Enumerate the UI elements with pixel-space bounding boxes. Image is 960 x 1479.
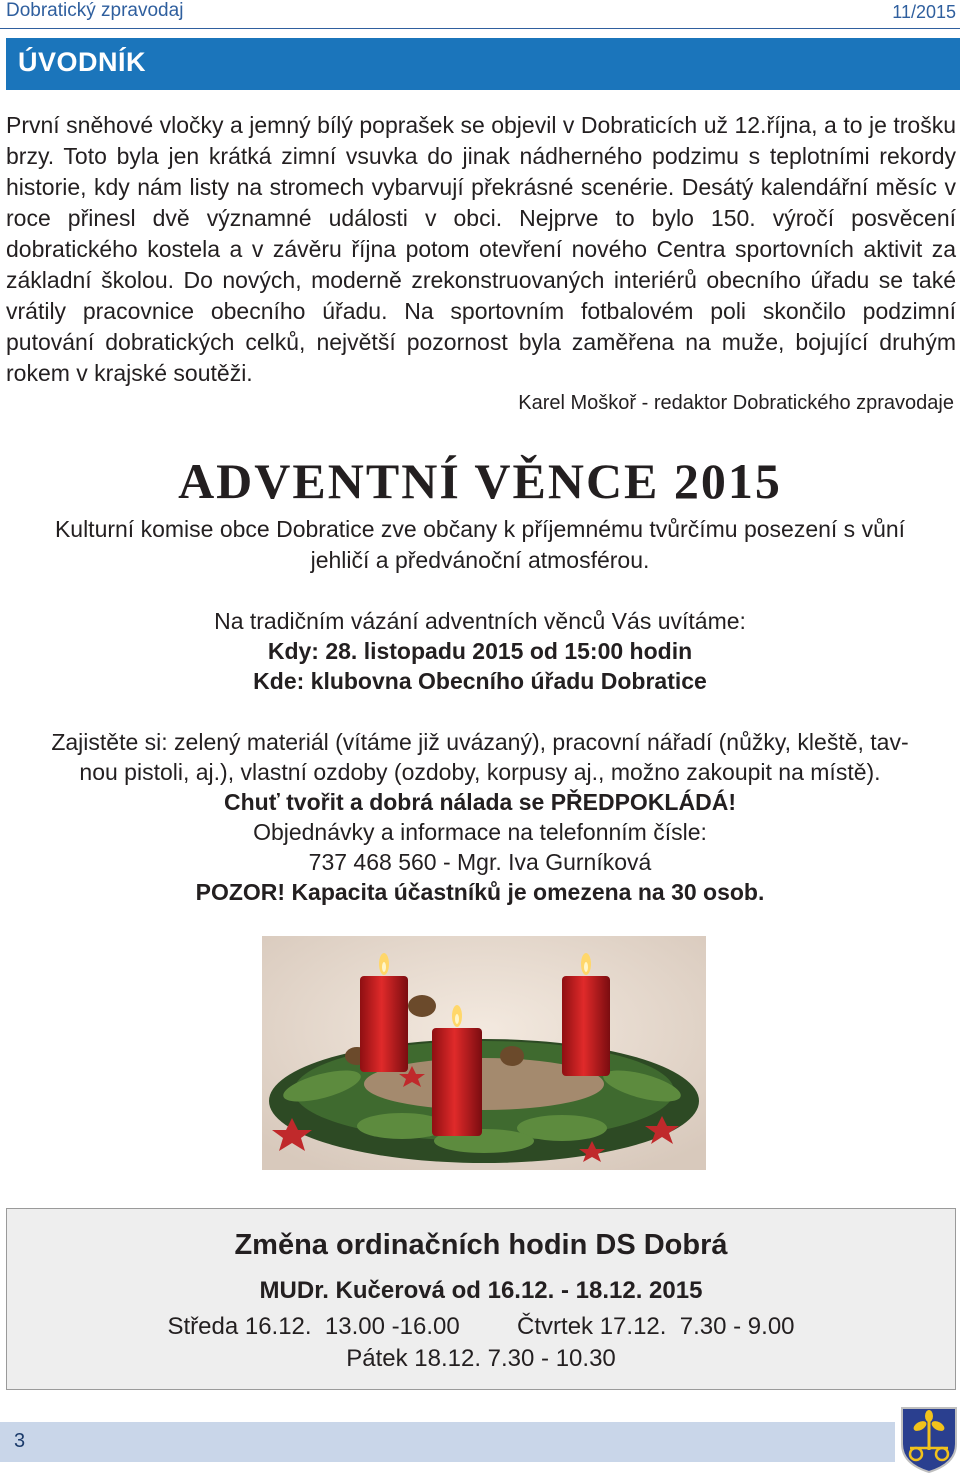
advent-welcome: Na tradičním vázání adventních věnců Vás uvítáme: [214, 608, 746, 634]
advent-wreath-photo [262, 936, 706, 1170]
editorial-sentence-3: Do nových, moderně zrekonstruovaných interiérů obecního úřadu se také vrátily pracovnice obecního úřadu. [6, 267, 956, 324]
village-crest-icon [898, 1404, 960, 1474]
advent-invite-line-1: Kulturní komise obce Dobratice zve občany k příjemnému tvůrčímu posezení s vůní [54, 516, 906, 542]
office-hours-notice [6, 1208, 956, 1390]
advent-warning: POZOR! Kapacita účastníků je omezena na 30 osob. [195, 879, 765, 905]
notice-days-row [7, 1313, 955, 1341]
advent-mood: Chuť tvořit a dobrá nálada se PŘEDPOKLÁDÁ! [224, 789, 736, 815]
advent-where: Kde: klubovna Obecního úřadu Dobratice [253, 668, 707, 694]
publication-name: Dobratický zpravodaj [6, 0, 184, 21]
notice-doctor: MUDr. Kučerová od 16.12. - 18.12. 2015 [259, 1277, 703, 1304]
advent-when: Kdy: 28. listopadu 2015 od 15:00 hodin [267, 638, 693, 664]
editorial-sentence-4: Na sportovním fotbalovém poli skončilo podzimní putování dobratických celků, největší pozornost byla zaměřena na muže, bojující druhým rokem v krajské soutěži. [6, 298, 957, 386]
section-heading-bar [6, 38, 960, 90]
advent-orders: Objednávky a informace na telefonním čísle: [253, 819, 707, 845]
editorial-sentence-1: První sněhové vločky a jemný bílý poprašek se objevil v Dobraticích už 12.října, a to je trošku brzy. Toto byla jen krátká zimní vsuvka do jinak nádherného podzimu s teplotními rekordy historie, kdy nám listy na stromech vybarvují překrásné scenérie. [6, 112, 956, 200]
advent-bring-line-1: Zajistěte si: zelený materiál (vítáme již uvázaný), pracovní nářadí (nůžky, kleště, tav- [51, 729, 909, 755]
notice-day-2: Čtvrtek 17.12. 7.30 - 9.00 [517, 1313, 795, 1340]
page-header [0, 0, 960, 30]
header-rule [0, 28, 960, 29]
advent-phone: 737 468 560 - Mgr. Iva Gurníková [308, 849, 652, 875]
notice-day-1: Středa 16.12. 13.00 -16.00 [167, 1313, 460, 1340]
editorial-signature: Karel Moškoř - redaktor Dobratického zpravodaje [518, 392, 954, 414]
page-footer [0, 1422, 895, 1462]
page-number: 3 [14, 1430, 26, 1452]
section-title: ÚVODNÍK [18, 47, 147, 77]
editorial-text [6, 110, 956, 389]
editorial-sentence-2: Desátý kalendářní měsíc v roce přinesl dvě významné události v obci. Nejprve to bylo 150. výročí posvěcení dobratického kostela a v závěru října potom otevření nového Centra sportovních aktivit za základní školou. [6, 174, 956, 293]
advent-invite-line-2: jehličí a předvánoční atmosférou. [310, 547, 650, 573]
advent-title: ADVENTNÍ VĚNCE 2015 [178, 453, 782, 509]
notice-day-3: Pátek 18.12. 7.30 - 10.30 [346, 1345, 616, 1372]
issue-number: 11/2015 [892, 2, 956, 22]
advent-bring-line-2: nou pistoli, aj.), vlastní ozdoby (ozdoby, korpusy aj., možno zakoupit na místě). [79, 759, 881, 785]
notice-title: Změna ordinačních hodin DS Dobrá [234, 1229, 728, 1261]
